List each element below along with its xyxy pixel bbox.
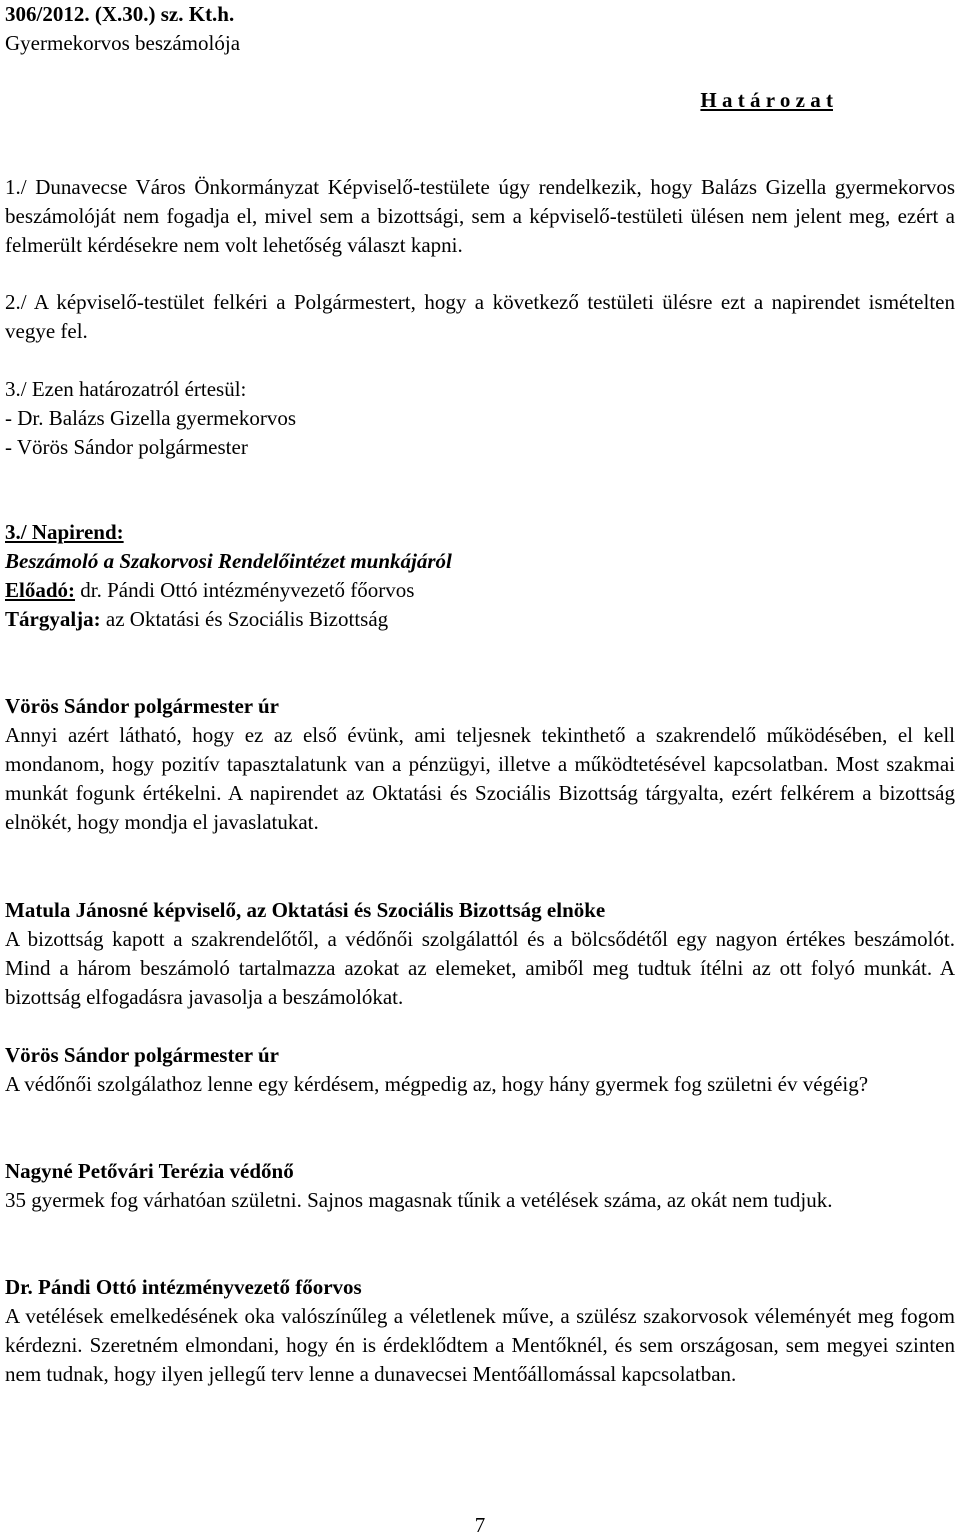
minutes-entry [5, 692, 955, 837]
notification-recipient: - Dr. Balázs Gizella gyermekorvos [5, 406, 296, 430]
speaker-name: Vörös Sándor polgármester úr [5, 1043, 279, 1067]
speaker-name: Nagyné Petővári Terézia védőnő [5, 1159, 294, 1183]
agenda-presenter-line [5, 576, 955, 605]
speaker-statement: Annyi azért látható, hogy ez az első évünk, ami teljesnek tekinthető a szakrendelő működésében, el kell mondanom, hogy pozitív tapasztalatunk van a pénzügyi, illetve a működtetésével kapcsolatban. Most szakmai munkát fogunk értékelni. A napirendet az Oktatási és Szociális Bizottság tárgyalta, ezért felkérem a bizottság elnökét, hogy mondja el javaslatukat. [5, 723, 955, 834]
agenda-committee-line [5, 605, 955, 634]
resolution-point-1: 1./ Dunavecse Város Önkormányzat Képviselő-testülete úgy rendelkezik, hogy Balázs Gizella gyermekorvos beszámolóját nem fogadja el, mivel sem a bizottsági, sem a képviselő-testületi ülésen nem jelent meg, ezért a felmerült kérdésekre nem volt lehetőség választ kapni. [5, 175, 955, 257]
speaker-name: Matula Jánosné képviselő, az Oktatási és Szociális Bizottság elnöke [5, 898, 606, 922]
agenda-block [5, 518, 955, 634]
committee-label: Tárgyalja: [5, 607, 101, 631]
agenda-label: 3./ Napirend: [5, 520, 124, 544]
speaker-statement: A vetélések emelkedésének oka valószínűleg a véletlenek műve, a szülész szakorvosok véleményét meg fogom kérdezni. Szeretném elmondani, hogy én is érdeklődtem a Mentőknél, és sem országosan, sem megyei szinten nem tudnak, hogy ilyen jellegű terv lenne a dunavecsei Mentőállomással kapcsolatban. [5, 1304, 955, 1386]
notification-intro: 3./ Ezen határozatról értesül: [5, 377, 247, 401]
minutes-entry [5, 1041, 955, 1099]
speaker-statement: A bizottság kapott a szakrendelőtől, a védőnői szolgálattól és a bölcsődétől egy nagyon értékes beszámolót. Mind a három beszámoló tartalmazza azokat az elemeket, amiből meg tudtuk ítélni az ott folyó munkát. A bizottság elfogadásra javasolja a beszámolókat. [5, 927, 955, 1009]
speaker-statement: 35 gyermek fog várhatóan születni. Sajnos magasnak tűnik a vetélések száma, az okát nem tudjuk. [5, 1188, 833, 1212]
notification-list [5, 375, 955, 462]
minutes-entry [5, 1157, 955, 1215]
speaker-name: Dr. Pándi Ottó intézményvezető főorvos [5, 1275, 362, 1299]
minutes-entry [5, 1273, 955, 1389]
resolution-heading: H a t á r o z a t [700, 88, 833, 112]
speaker-name: Vörös Sándor polgármester úr [5, 694, 279, 718]
resolution-reference: 306/2012. (X.30.) sz. Kt.h. [5, 2, 235, 26]
presenter-name: dr. Pándi Ottó intézményvezető főorvos [75, 578, 415, 602]
committee-name: az Oktatási és Szociális Bizottság [100, 607, 389, 631]
notification-recipient: - Vörös Sándor polgármester [5, 435, 248, 459]
page-number: 7 [474, 1513, 486, 1537]
document-subject: Gyermekorvos beszámolója [5, 31, 241, 55]
presenter-label: Előadó: [5, 578, 76, 602]
resolution-point-2: 2./ A képviselő-testület felkéri a Polgármestert, hogy a következő testületi ülésre ezt a napirendet ismételten vegye fel. [5, 290, 955, 343]
minutes-entry [5, 896, 955, 1012]
agenda-title: Beszámoló a Szakorvosi Rendelőintézet munkájáról [5, 549, 452, 573]
speaker-statement: A védőnői szolgálathoz lenne egy kérdésem, mégpedig az, hogy hány gyermek fog születni év végéig? [5, 1072, 869, 1096]
